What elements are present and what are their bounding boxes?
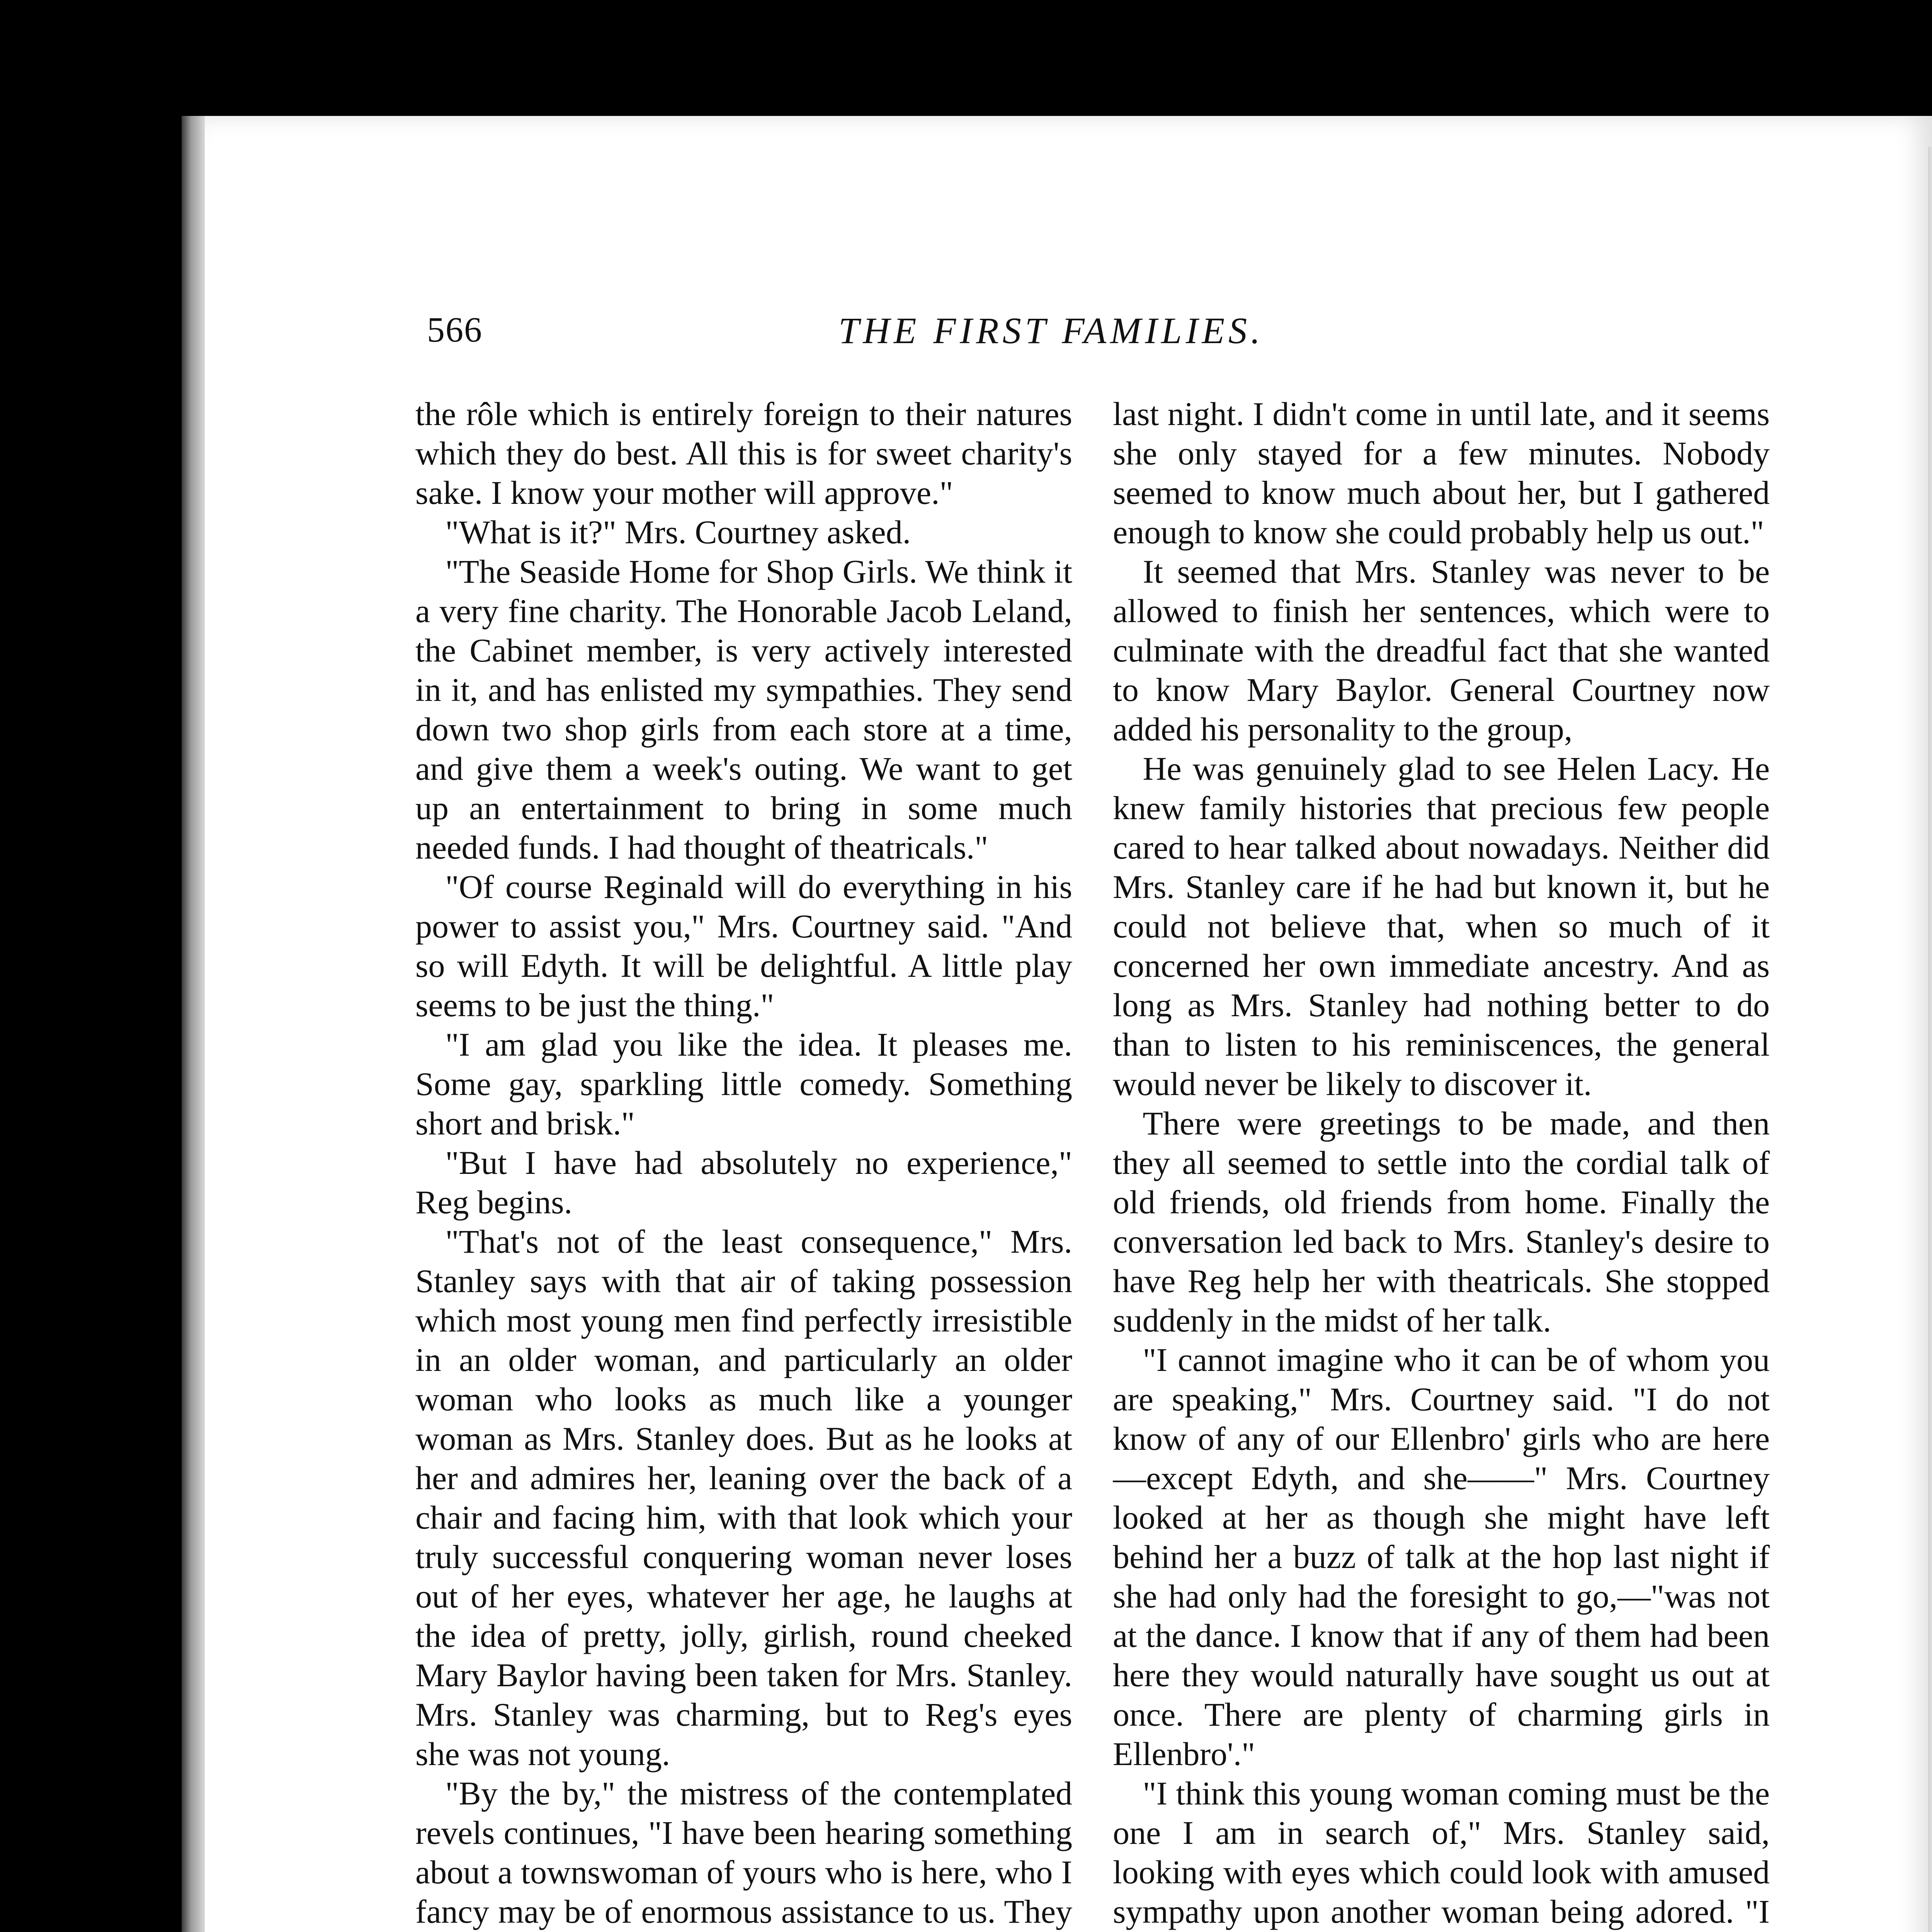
right-text-column bbox=[1113, 394, 1770, 1932]
paragraph: "Of course Reginald will do everything in his power to assist you," Mrs. Courtney said. "And so will Edyth. It will be delightful. A little play seems to be just the thing." bbox=[415, 868, 1072, 1024]
paragraph: "I think this young woman coming must be the one I am in search of," Mrs. Stanley said, looking with eyes which could look with amused sympathy upon another woman being adored. "I bbox=[1113, 1775, 1770, 1930]
running-title: THE FIRST FAMILIES. bbox=[838, 310, 1264, 351]
paragraph: There were greetings to be made, and then they all seemed to settle into the cordial talk of old friends, old friends from home. Finally the conversation led back to Mrs. Stanley's desire to have Reg help her with theatricals. She stopped suddenly in the midst of her talk. bbox=[1113, 1105, 1770, 1339]
paragraph: He was genuinely glad to see Helen Lacy. He knew family histories that precious few people cared to hear talked about nowadays. Neither did Mrs. Stanley care if he had but known it, but he could not believe that, when so much of it concerned her own immediate ancestry. And as long as Mrs. Stanley had nothing better to do than to listen to his reminiscences, the general would never be likely to discover it. bbox=[1113, 750, 1770, 1102]
paragraph: "The Seaside Home for Shop Girls. We think it a very fine charity. The Honorable Jacob Leland, the Cabinet member, is very actively interested in it, and has enlisted my sympathies. They send down two shop girls from each store at a time, and give them a week's outing. We want to get up an entertainment to bring in some much needed funds. I had thought of theatricals." bbox=[415, 553, 1072, 866]
paragraph: "I cannot imagine who it can be of whom you are speaking," Mrs. Courtney said. "I do not know of any of our Ellenbro' girls who are here—except Edyth, and she——" Mrs. Courtney looked at her as though she might have left behind her a buzz of talk at the hop last night if she had only had the foresight to go,—"was not at the dance. I know that if any of them had been here they would naturally have sought us out at once. There are plenty of charming girls in Ellenbro'." bbox=[1113, 1341, 1770, 1772]
paragraph: "I am glad you like the idea. It pleases me. Some gay, sparkling little comedy. Something short and brisk." bbox=[415, 1026, 1072, 1142]
page-edge bbox=[1928, 147, 1932, 1932]
paragraph: last night. I didn't come in until late, and it seems she only stayed for a few minutes. Nobody seemed to know much about her, but I gathered enough to know she could probably help us out." bbox=[1113, 395, 1770, 551]
paragraph: "By the by," the mistress of the contemplated revels continues, "I have been hearing something about a townswoman of yours who is here, who I fancy may be of enormous assistance to us. They bbox=[415, 1775, 1072, 1930]
paragraph: "What is it?" Mrs. Courtney asked. bbox=[445, 514, 911, 551]
paragraph: "That's not of the least consequence," Mrs. Stanley says with that air of taking possession which most young men find perfectly irresistible in an older woman, and particularly an older woman who looks as much like a younger woman as Mrs. Stanley does. But as he looks at her and admires her, leaning over the back of a chair and facing him, with that look which your truly successful conquering woman never loses out of her eyes, whatever her age, he laughs at the idea of pretty, jolly, girlish, round cheeked Mary Baylor having been taken for Mrs. Stanley. Mrs. Stanley was charming, but to Reg's eyes she was not young. bbox=[415, 1223, 1072, 1772]
paragraph: It seemed that Mrs. Stanley was never to be allowed to finish her sentences, which were to culminate with the dreadful fact that she wanted to know Mary Baylor. General Courtney now added his personality to the group, bbox=[1113, 553, 1770, 748]
paragraph: "But I have had absolutely no experience," Reg begins. bbox=[415, 1144, 1072, 1221]
book-gutter bbox=[182, 116, 205, 1932]
page-header bbox=[205, 309, 1932, 359]
left-text-column bbox=[415, 394, 1072, 1932]
page-number: 566 bbox=[427, 310, 483, 349]
paragraph: the rôle which is entirely foreign to their natures which they do best. All this is for sweet charity's sake. I know your mother will approve." bbox=[415, 395, 1072, 511]
